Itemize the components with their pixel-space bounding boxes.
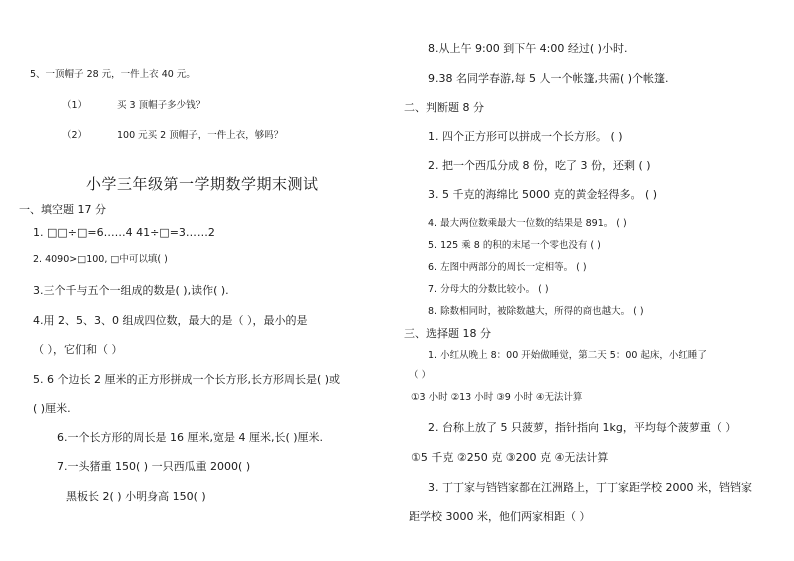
section-2-heading: 二、判断题 8 分 xyxy=(404,101,484,114)
choice-question-2-options: ①5 千克 ②250 克 ③200 克 ④无法计算 xyxy=(411,451,609,464)
judge-item-5: 5. 125 乘 8 的积的末尾一个零也没有 ( ) xyxy=(428,240,601,251)
fill-question-7-line-1: 7.一头猪重 150( ) 一只西瓜重 2000( ) xyxy=(57,460,251,473)
exam-title: 小学三年级第一学期数学期末测试 xyxy=(86,175,319,193)
fill-question-5-line-2: ( )厘米. xyxy=(33,402,71,415)
word-problem-stem: 5、一顶帽子 28 元，一件上衣 40 元。 xyxy=(30,69,196,80)
fill-question-5-line-1: 5. 6 个边长 2 厘米的正方形拼成一个长方形,长方形周长是( )或 xyxy=(33,373,341,386)
fill-question-7-line-2: 黑板长 2( ) 小明身高 150( ) xyxy=(66,490,206,503)
section-1-heading: 一、填空题 17 分 xyxy=(19,203,106,216)
choice-question-1-line-1: 1. 小红从晚上 8：00 开始做睡觉，第二天 5：00 起床，小红睡了 xyxy=(428,350,707,361)
judge-item-8: 8. 除数相同时，被除数越大，所得的商也越大。 ( ) xyxy=(428,306,644,317)
fill-question-4-line-1: 4.用 2、5、3、0 组成四位数，最大的是（ ），最小的是 xyxy=(33,314,308,327)
judge-item-2: 2. 把一个西瓜分成 8 份，吃了 3 份，还剩 ( ) xyxy=(428,159,651,172)
sub-question-1-number: （1） xyxy=(62,100,88,111)
choice-question-3-line-2: 距学校 3000 米，他们两家相距（ ） xyxy=(409,510,591,523)
fill-question-9: 9.38 名同学春游,每 5 人一个帐篷,共需( )个帐篷. xyxy=(428,72,669,85)
choice-question-3-line-1: 3. 丁丁家与铛铛家都在江洲路上，丁丁家距学校 2000 米，铛铛家 xyxy=(428,481,752,494)
fill-question-2: 2. 4090>□100, □中可以填( ) xyxy=(33,254,168,265)
choice-question-1-line-2: （ ） xyxy=(409,370,432,381)
fill-question-1: 1. □□÷□=6……4 41÷□=3……2 xyxy=(33,226,215,239)
judge-item-1: 1. 四个正方形可以拼成一个长方形。 ( ) xyxy=(428,130,623,143)
judge-item-3: 3. 5 千克的海绵比 5000 克的黄金轻得多。 ( ) xyxy=(428,188,658,201)
choice-question-1-options: ①3 小时 ②13 小时 ③9 小时 ④无法计算 xyxy=(411,392,583,403)
fill-question-4-line-2: （ ），它们和（ ） xyxy=(33,343,123,356)
judge-item-7: 7. 分母大的分数比较小。 ( ) xyxy=(428,284,549,295)
sub-question-2-number: （2） xyxy=(62,130,88,141)
judge-item-6: 6. 左图中两部分的周长一定相等。 ( ) xyxy=(428,262,587,273)
judge-item-4: 4. 最大两位数乘最大一位数的结果是 891。 ( ) xyxy=(428,218,627,229)
fill-question-8: 8.从上午 9:00 到下午 4:00 经过( )小时. xyxy=(428,42,628,55)
sub-question-2-text: 100 元买 2 顶帽子，一件上衣，够吗？ xyxy=(117,130,284,141)
fill-question-6: 6.一个长方形的周长是 16 厘米,宽是 4 厘米,长( )厘米. xyxy=(57,431,324,444)
fill-question-3: 3.三个千与五个一组成的数是( ),读作( ). xyxy=(33,284,229,297)
sub-question-1-text: 买 3 顶帽子多少钱？ xyxy=(117,100,206,111)
section-3-heading: 三、选择题 18 分 xyxy=(404,327,491,340)
choice-question-2-line-1: 2. 台称上放了 5 只菠萝，指针指向 1kg，平均每个菠萝重（ ） xyxy=(428,421,737,434)
